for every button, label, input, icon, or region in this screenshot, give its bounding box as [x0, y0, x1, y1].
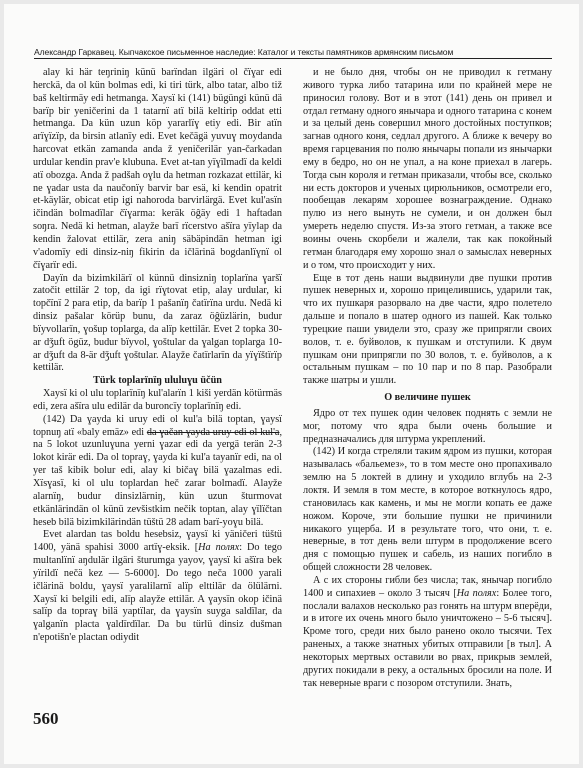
left-paragraph-5 — [33, 529, 282, 645]
right-paragraph-3: Ядро от тех пушек один человек поднять с земли не мог, потому что ядра были очень большие и предназначались для штурма укреплений. — [303, 407, 552, 445]
right-paragraph-5-part-2: : Более того, послали валахов несколько раз гонять на штурм вперёди, и в итоге их очень много было уничтожено – 5-6 тысяч]. Кроме того, среди них было ранено около тысячи. Тех раненых, а также знатных убитых отправили [в тыл]. А некоторых мертвых оставили во рвах, прикрыв землей, других покидали в реку, а остальных бросили на поле. И так неверные враги с позором отступили. Знать, — [303, 587, 552, 689]
right-column-russian-translation — [303, 67, 552, 691]
left-paragraph-5-part-2: : Do tego multanlïnï aŋdulär ilgäri šturumga yayov, ɣaysï ki ašïra bek yïrildï nečä kez — 5-6000]. Do tego neča 1000 yarali ičlärinä boldu, ɣaysï yaralilarnï alïp elttilär da ölülärni. Xaysï ki belgili edi, alïp alayže ettilär. A ɣaysïn okop ičinä salïp da topraɣ bilä yaptïlar, da ɣaysïn suyga saldïlar, da ɣalganïn placta ɣaldïrdïlar. Da bu türlü dinsiz dušman n'epotišn'e plactan odiydit — [33, 542, 282, 644]
left-column-kipchak-text — [33, 67, 282, 645]
left-paragraph-1: alay ki här teŋriniŋ künü barïndan ilgäri ol čïɣar edi herckä, da ol kün bolmas edi, ki tiri türk, albo tatar, albo tiž baš keltirmäy edi hetmanga. Xaysï ki (141) bügüngi künü dä barïp bir yeničerini da 1 tatarnï atï bilä keltirip oddat etti hetmanga. Da kün uzun köp yararlïɣ etiy edi. Bir atïn arïɣïzïp, da birsin atlanïy edi. Evet kečägä yuvuɣ moydanda harcovat etkän zamanda anda ž yeničerilär yan-čarkadan urdular kendin prav'e klubuna. Evet at-tan yïɣïlmadï da keldi atï obozga. Anda ž padšah oɣlu da hetman rozkazat ettilär, ki ne ɣadar usta da naučonïy barvir bar esä, ki kendin opatrit et-käylär, obicat etip igi nahoroda barvirlärgä. Evet kul'asïn ičindän bolmadïlar čïɣarma: keräk öĝäy edi 1 haftadan soŋra. Nedä ki hetman, alayže barï rïcerstvo ašïra yïylap da kendin žalovat ettilär, zera aniŋ säbäpindän hetman igi v'adomïy edi dinsiz-niŋ fikirin da ičlärinä bogdanlïɣnï ol čïɣarïr edi. — [33, 67, 282, 271]
left-paragraph-4-part-2: , na 5 lokot uzunluɣuna yerni ɣazar edi da yergä terän 2-3 lokot kirär edi. Da ol topraɣ, ɣayda ki kul'a tayanïr edi, na ol yer taš kibik bolur edi, alay ki bičaɣ bilä ɣazalmas edi. Xïsɣasï, ki ol ulu toplardan heč zarar bolmadï. Alayže alarnïŋ, budur dinsizlärniŋ, kün uzun šturmovat etkänlärindän ol künü zevšistkim nečik toptan, alay ɣïlïčtan heseb bilä bizimkilärindän tüštü 28 adam barï-yoɣu bilä. — [33, 426, 282, 528]
right-paragraph-5 — [303, 575, 552, 691]
left-paragraph-2: Dayïn da bizimkilärï ol künnü dinsizniŋ toplarïna ɣaršï zatočit ettilär 2 top, da igi rïɣtovat etip, alay urdular, ki topčïnï 2 para etip, da barïp 1 pašanïŋ čatïrïna urdu. Nedä ki dinsiz pašalar körüp bunu, da zaraz öĝüzlärin, budur bïyvollarïn, ɣošup toplarga, da alïp kettilär. Evet 2 topka 30-ar dǯuft ögüz, budur bïyvol, ɣoštular da ɣalgan toplarga 10-ar dǯuft da 8-är dǯuft ɣoštular. Alayže čatïrlarïn da yïɣïštïrïp kettilär. — [33, 272, 282, 374]
left-paragraph-4-part-1: (142) Da ɣayda ki uruy edi ol kul'a bilä toptan, ɣaysï topnuŋ atï «baly emäz» edi — [33, 413, 282, 438]
right-paragraph-4: (142) И когда стреляли таким ядром из пушки, которая называлась «бальемез», то в том месте оно пропахивало землю на 5 локтей в длину и уходило вглубь на 2-3 локтя. И земля в том месте, в которое воткнулось ядро, становилась как камень, и мы не могли копать ее даже ножом. Короче, эти большие пушки не причинили никакого ущерба. И в результате того, что они, т. е. неверные, в тот день вели штурм в продолжение всего дня с помощью пушек и сабель, из наших погибло в общей сложности 28 человек. — [303, 446, 552, 574]
left-section-heading: Türk toplarïnïŋ ululuɣu üčün — [93, 375, 222, 387]
margin-note-label: На полях — [198, 542, 240, 554]
struck-through-text: da ɣačan ɣayda uruy edi ol kul'a — [146, 426, 280, 438]
left-paragraph-4 — [33, 414, 282, 530]
page-number: 560 — [33, 709, 59, 728]
right-paragraph-2: Еще в тот день наши выдвинули две пушки против пушек неверных и, хорошо прицелившись, ударили так, что их пушкаря разорвало на две части, ядро полетело дальше и попало в шатер одного из пашей. Как только турецкие паши увидели это, сразу же припрягли своих волов, т. е. буйволов, к пушкам и отступили. К двум пушкам они припрягли по 30 волов, т. е. буйволов, а к остальным пушкам – по 10 пар и по 8 пар. Разобрали также шатры и ушли. — [303, 272, 552, 387]
margin-note-label-ru: На полях — [456, 587, 497, 599]
header-rule — [34, 58, 552, 59]
right-paragraph-1: и не было дня, чтобы он не приводил к гетману живого турка либо татарина или по крайней мере не приносил голову. Вот и в этот (141) день он привел и отдал гетману одного янычара и одного татарина с конем и за целый день совершил много достойных поступков; загнав одного коня, седлал другого. А ближе к вечеру во время гарцевания по полю янычары попали из янычарки ему в бедро, но он не упал, а на коне приехал в лагерь. Тогда сын короля и гетман приказали, чтобы все, сколько ни есть докторов и ученых цирюльников, осмотрели его, пообещав лекарям хорошее вознаграждение. Однако пулю из него вынуть не сумели, и он должен был умереть неделю спустя. Из-за этого гетман, а также все воины очень скорбели и жалели, так как покойный гетман благодаря ему хорошо знал о замыслах неверных и о том, что происходит у них. — [303, 67, 552, 271]
left-paragraph-3: Xaysï ki ol ulu toplarïnïŋ kul'alarïn 1 kiši yerdän kötürmäs edi, zera ašïra ulu edilär da buroncïy toplarïnïŋ edi. — [33, 388, 282, 412]
right-paragraph-5-part-1: А с их стороны гибли без числа; так, янычар погибло 1400 и сипахиев – около 3 тысяч [ — [303, 574, 552, 599]
right-section-heading: О величине пушек — [384, 392, 471, 404]
left-paragraph-5-part-1: Evet alardan tas boldu hesebsiz, ɣaysï ki yäničeri tüštü 1400, yänä spahisi 3000 artïɣ-eksik. [ — [33, 529, 282, 554]
running-head: Александр Гаркавец. Кыпчакское письменное наследие: Каталог и тексты памятников армянским письмом — [34, 47, 454, 57]
